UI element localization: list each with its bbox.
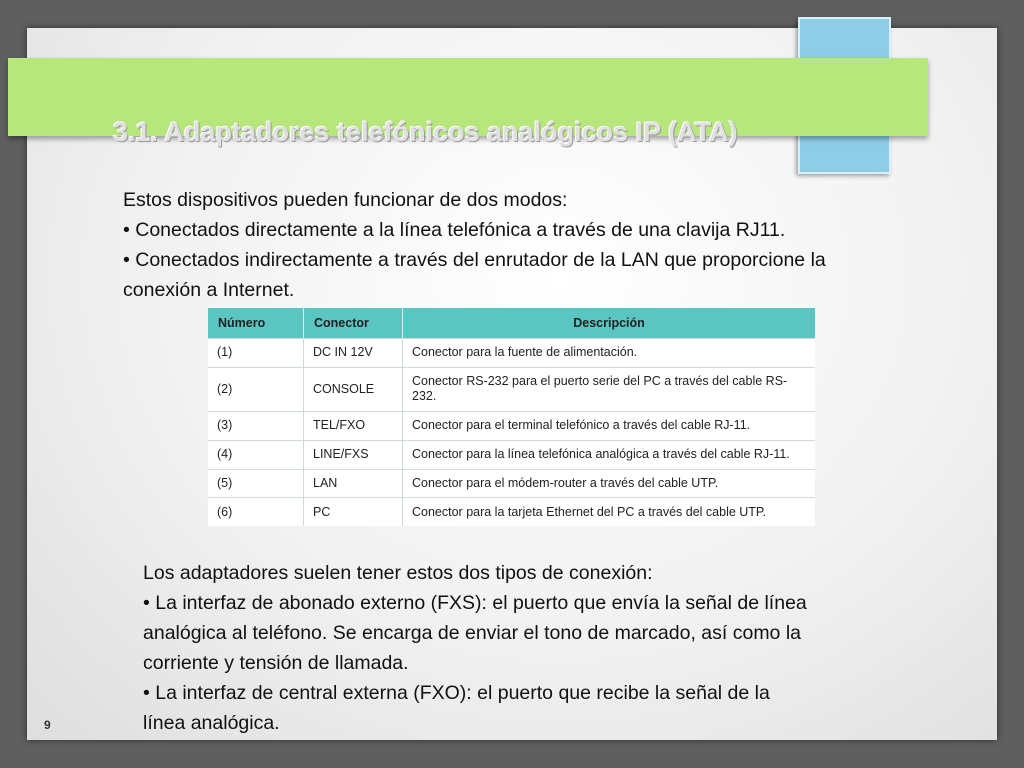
cell-conector: DC IN 12V (304, 339, 403, 368)
cell-descripcion: Conector RS-232 para el puerto serie del PC a través del cable RS-232. (403, 367, 816, 411)
cell-conector: TEL/FXO (304, 411, 403, 440)
cell-numero: (1) (208, 339, 304, 368)
cell-descripcion: Conector para el terminal telefónico a través del cable RJ-11. (403, 411, 816, 440)
header-descripcion: Descripción (403, 308, 816, 339)
connections-paragraph (143, 558, 807, 738)
text-line: conexión a Internet. (123, 279, 295, 301)
bullet-line: • La interfaz de abonado externo (FXS): el puerto que envía la señal de línea (143, 592, 807, 614)
cell-conector: PC (304, 498, 403, 526)
cell-numero: (3) (208, 411, 304, 440)
slide-title: 3.1. Adaptadores telefónicos analógicos IP (ATA) (113, 117, 738, 147)
bullet-line: • Conectados directamente a la línea telefónica a través de una clavija RJ11. (123, 219, 786, 241)
text-line: Estos dispositivos pueden funcionar de dos modos: (123, 189, 568, 211)
cell-descripcion: Conector para la tarjeta Ethernet del PC a través del cable UTP. (403, 498, 816, 526)
cell-conector: LINE/FXS (304, 440, 403, 469)
table-row (208, 339, 815, 368)
table-row (208, 440, 815, 469)
cell-numero: (6) (208, 498, 304, 526)
cell-numero: (5) (208, 469, 304, 498)
table-row (208, 469, 815, 498)
header-numero: Número (208, 308, 304, 339)
text-line: Los adaptadores suelen tener estos dos tipos de conexión: (143, 562, 653, 584)
text-line: corriente y tensión de llamada. (143, 652, 409, 674)
table-header-row (208, 308, 815, 339)
bullet-line: • La interfaz de central externa (FXO): el puerto que recibe la señal de la (143, 682, 770, 704)
cell-descripcion: Conector para el módem-router a través del cable UTP. (403, 469, 816, 498)
slide-number: 9 (44, 718, 51, 732)
cell-descripcion: Conector para la fuente de alimentación. (403, 339, 816, 368)
text-line: línea analógica. (143, 712, 280, 734)
table-row (208, 498, 815, 526)
text-line: analógica al teléfono. Se encarga de enviar el tono de marcado, así como la (143, 622, 802, 644)
cell-conector: LAN (304, 469, 403, 498)
table-row (208, 411, 815, 440)
cell-descripcion: Conector para la línea telefónica analógica a través del cable RJ-11. (403, 440, 816, 469)
bullet-line: • Conectados indirectamente a través del enrutador de la LAN que proporcione la (123, 249, 826, 271)
connector-table (208, 308, 815, 526)
header-conector: Conector (304, 308, 403, 339)
cell-numero: (4) (208, 440, 304, 469)
table-row (208, 367, 815, 411)
cell-numero: (2) (208, 367, 304, 411)
cell-conector: CONSOLE (304, 367, 403, 411)
intro-paragraph (123, 185, 826, 305)
